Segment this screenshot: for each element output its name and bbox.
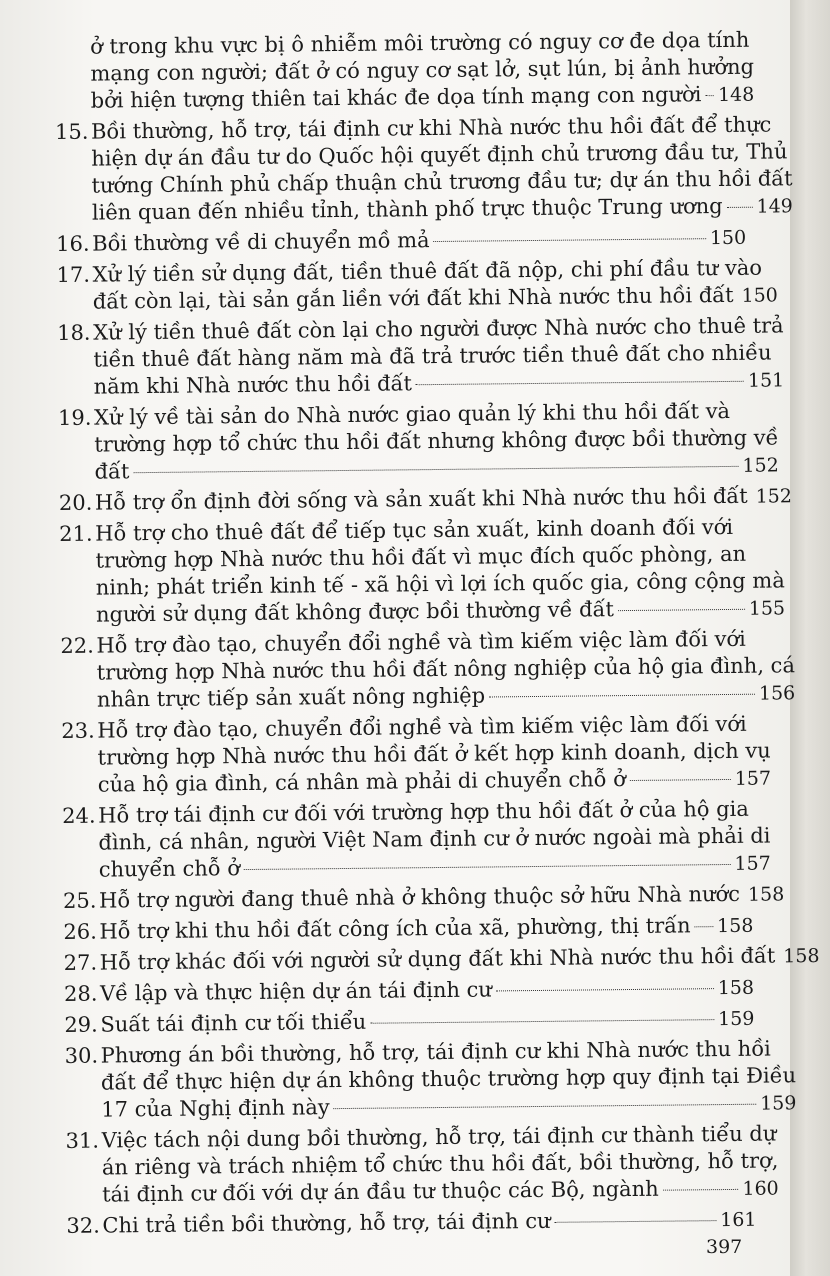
toc-entry-last-line — [91, 81, 755, 116]
toc-entry — [54, 112, 793, 228]
toc-entry-line: tiền thuê đất hàng năm mà đã trả trước tiền thuê đất cho nhiều — [93, 340, 772, 372]
toc-entry-line: Phương án bồi thường, hỗ trợ, tái định cư khi Nhà nước thu hồi — [100, 1036, 771, 1068]
toc-entries — [54, 112, 820, 1241]
toc-entry-line: Bồi thường về di chuyển mồ mả — [92, 228, 430, 256]
toc-entry-line: Xử lý tiền thuê đất còn lại cho người được Nhà nước cho thuê trả — [93, 313, 784, 345]
toc-page-number: 158 — [716, 914, 754, 938]
dot-leader — [695, 925, 714, 927]
dot-leader — [244, 863, 730, 870]
toc-entry-text — [95, 482, 792, 517]
toc-entry-last-line — [99, 912, 753, 947]
dot-leader — [434, 237, 706, 242]
toc-entry-number: 18. — [57, 320, 91, 345]
toc-entry-line: Xử lý về tài sản do Nhà nước giao quản lý khi thu hồi đất và — [93, 398, 731, 430]
toc-entry — [57, 313, 785, 402]
toc-entry-text — [90, 27, 754, 116]
toc-entry-line: đình, cá nhân, người Việt Nam định cư ở nước ngoài mà phải di — [98, 823, 771, 855]
toc-page-number: 158 — [717, 976, 755, 1000]
toc-page-number: 152 — [755, 485, 793, 508]
toc-entry-line: Xử lý tiền sử dụng đất, tiền thuê đất đã nộp, chi phí đầu tư vào — [92, 255, 763, 287]
toc-entry-line: trường hợp tổ chức thu hồi đất nhưng không được bồi thường về — [94, 425, 779, 457]
toc-entry-line: của hộ gia đình, cá nhân mà phải di chuyển chỗ ở — [97, 767, 627, 797]
toc-page-number: 160 — [742, 1177, 779, 1200]
toc-entry — [61, 711, 772, 800]
toc-entry — [63, 912, 753, 947]
toc-entry — [64, 974, 754, 1009]
toc-page-number: 157 — [734, 767, 772, 790]
toc-entry-line: Hỗ trợ tái định cư đối với trường hợp thu hồi đất ở của hộ gia — [98, 796, 749, 828]
toc-entry-last-line — [100, 974, 754, 1009]
toc-entry-number: 32. — [66, 1213, 101, 1238]
dot-leader — [705, 94, 714, 96]
dot-leader — [618, 608, 745, 611]
toc-entry-last-line — [96, 594, 785, 629]
toc-entry-line: ở trong khu vực bị ô nhiễm môi trường có nguy cơ đe dọa tính — [90, 27, 750, 59]
toc-entry-last-line — [98, 765, 771, 800]
toc-entry-line: Hỗ trợ khác đối với người sử dụng đất khi Nhà nước thu hồi đất — [99, 943, 776, 975]
toc-entry-line: ninh; phát triển kinh tế - xã hội vì lợi ích quốc gia, công cộng mà — [95, 568, 785, 600]
toc-entry-line: tướng Chính phủ chấp thuận chủ trương đầu tư; dự án thu hồi đất — [91, 166, 793, 198]
toc-entry-line: Chi trả tiền bồi thường, hỗ trợ, tái định cư — [102, 1208, 551, 1238]
toc-entry-last-line — [92, 192, 793, 227]
toc-entry-line: hiện dự án đầu tư do Quốc hội quyết định chủ trương đầu tư, Thủ — [91, 139, 788, 171]
toc-entry-line: đất — [94, 459, 130, 484]
table-of-contents — [54, 27, 820, 1244]
toc-entry-line: Suất tái định cư tối thiểu — [100, 1009, 367, 1037]
toc-entry-number: 16. — [56, 231, 90, 256]
toc-entry-number: 23. — [61, 718, 95, 743]
toc-entry-line: trường hợp Nhà nước thu hồi đất vì mục đích quốc phòng, an — [95, 541, 747, 573]
toc-entry-line: Hỗ trợ đào tạo, chuyển đổi nghề và tìm kiếm việc làm đối với — [97, 711, 747, 743]
toc-entry-last-line — [100, 942, 820, 978]
toc-page-number: 158 — [747, 883, 785, 906]
toc-entry-text — [95, 513, 785, 629]
toc-entry-number: 28. — [63, 981, 98, 1006]
toc-entry-line: Về lập và thực hiện dự án tái định cư — [99, 977, 493, 1006]
toc-entry-text — [97, 711, 771, 800]
toc-entry-text — [99, 912, 753, 947]
toc-entry-line: Bồi thường, hỗ trợ, tái định cư khi Nhà nước thu hồi đất để thực — [90, 112, 772, 144]
toc-entry-line: liên quan đến nhiều tỉnh, thành phố trực thuộc Trung ương — [91, 194, 723, 225]
toc-entry-line: Hỗ trợ cho thuê đất để tiếp tục sản xuất, kinh doanh đối với — [95, 514, 734, 546]
toc-entry-line: đất để thực hiện dự án không thuộc trường hợp quy định tại Điều — [100, 1063, 797, 1095]
toc-page-number: 150 — [709, 226, 747, 250]
toc-entry-text — [102, 1206, 756, 1241]
toc-entry-number: 21. — [59, 521, 93, 546]
folio-page-number: 397 — [706, 1236, 743, 1258]
dot-leader — [133, 465, 738, 473]
dot-leader — [663, 1188, 739, 1191]
toc-entry — [60, 626, 796, 715]
toc-entry-line: 17 của Nghị định này — [101, 1095, 330, 1122]
toc-entry-number: 20. — [58, 490, 93, 515]
toc-entry-number: 26. — [63, 919, 97, 944]
toc-entry — [59, 514, 786, 630]
dot-leader — [334, 1103, 756, 1109]
toc-entry-number: 25. — [62, 888, 97, 913]
toc-page-number: 157 — [734, 852, 771, 875]
toc-entry-last-line — [94, 366, 785, 401]
dot-leader — [555, 1219, 717, 1223]
toc-entry-text — [96, 625, 795, 714]
dot-leader — [630, 778, 731, 781]
dot-leader — [727, 206, 753, 208]
toc-entry-last-line — [93, 281, 778, 316]
toc-entry-text — [99, 880, 784, 915]
toc-entry-number: 31. — [65, 1128, 100, 1153]
toc-page-number: 156 — [758, 682, 796, 705]
toc-entry-number: 29. — [64, 1012, 98, 1037]
toc-entry-line: chuyển chỗ ở — [98, 856, 241, 882]
toc-entry-last-line — [102, 1174, 779, 1209]
toc-entry-line: mạng con người; đất ở có nguy cơ sạt lở, sụt lún, bị ảnh hưởng — [90, 54, 755, 86]
toc-entry-text — [91, 111, 793, 227]
toc-entry — [64, 1036, 797, 1125]
toc-entry-last-line — [99, 850, 771, 885]
toc-entry-line: trường hợp Nhà nước thu hồi đất nông nghiệp của hộ gia đình, cá — [96, 653, 796, 685]
toc-page-number: 152 — [742, 454, 779, 477]
toc-entry-number: 24. — [62, 803, 96, 828]
toc-entry-number: 27. — [63, 950, 98, 975]
toc-entry-line: Hỗ trợ đào tạo, chuyển đổi nghề và tìm kiếm việc làm đối với — [96, 626, 746, 658]
dot-leader — [489, 693, 755, 698]
toc-page-number: 159 — [760, 1092, 797, 1115]
toc-entry-line: Hỗ trợ người đang thuê nhà ở không thuộc sở hữu Nhà nước — [98, 881, 741, 913]
toc-entry-number: 17. — [56, 262, 91, 287]
toc-entry-text — [100, 942, 820, 978]
toc-entry-number: 30. — [64, 1043, 99, 1068]
toc-page-number: 148 — [717, 83, 755, 107]
toc-entry-line: người sử dụng đất không được bồi thường về đất — [95, 597, 614, 627]
toc-entry-line: Hỗ trợ khi thu hồi đất công ích của xã, phường, thị trấn — [99, 913, 691, 944]
toc-entry-line: nhân trực tiếp sản xuất nông nghiệp — [96, 683, 486, 712]
toc-entry-text — [92, 224, 746, 259]
toc-page-number: 158 — [783, 945, 820, 968]
toc-entry — [58, 483, 793, 518]
toc-entry-number — [54, 34, 87, 116]
toc-entry-continuation — [54, 27, 755, 116]
toc-entry-last-line — [97, 679, 796, 714]
toc-entry-text — [100, 1005, 754, 1040]
toc-entry-line: Việc tách nội dung bồi thường, hỗ trợ, tái định cư thành tiểu dự — [101, 1121, 777, 1153]
toc-entry-number: 22. — [60, 633, 94, 658]
toc-entry-line: tái định cư đối với dự án đầu tư thuộc các Bộ, ngành — [102, 1176, 659, 1207]
toc-entry-line: án riêng và trách nhiệm tổ chức thu hồi đất, bồi thường, hỗ trợ, — [101, 1148, 779, 1180]
toc-entry — [62, 796, 771, 885]
toc-entry-last-line — [101, 1089, 796, 1124]
toc-entry — [66, 1206, 756, 1241]
toc-entry — [63, 943, 820, 978]
toc-page-number: 161 — [720, 1208, 757, 1232]
toc-entry-text — [98, 796, 771, 885]
toc-entry-line: bởi hiện tượng thiên tai khác đe dọa tính mạng con người — [90, 82, 702, 113]
toc-entry-text — [93, 312, 784, 401]
toc-entry — [65, 1121, 779, 1210]
toc-entry — [64, 1005, 754, 1040]
toc-page-number: 155 — [748, 597, 786, 620]
toc-entry-number: 19. — [57, 405, 92, 430]
toc-entry-text — [101, 1035, 797, 1124]
dot-leader — [370, 1018, 714, 1024]
toc-entry-line: trường hợp Nhà nước thu hồi đất ở kết hợp kinh doanh, dịch vụ — [97, 738, 771, 770]
toc-entry-last-line — [100, 1005, 754, 1040]
toc-entry-text — [94, 397, 779, 486]
dot-leader — [496, 987, 714, 991]
toc-entry-number: 15. — [54, 119, 89, 144]
toc-entry — [56, 255, 778, 317]
toc-entry-line: năm khi Nhà nước thu hồi đất — [93, 371, 412, 399]
dot-leader — [416, 380, 744, 385]
toc-entry-text — [100, 974, 754, 1009]
toc-entry-text — [101, 1120, 778, 1209]
toc-entry-text — [92, 254, 778, 316]
toc-page-number: 151 — [747, 369, 785, 392]
toc-entry — [62, 881, 785, 916]
toc-entry-line: đất còn lại, tài sản gắn liền với đất khi Nhà nước thu hồi đất — [92, 282, 734, 314]
toc-entry-line: Hỗ trợ ổn định đời sống và sản xuất khi Nhà nước thu hồi đất — [94, 483, 748, 515]
toc-page-number: 159 — [717, 1007, 755, 1031]
toc-entry-last-line — [102, 1206, 756, 1241]
toc-page-number: 150 — [741, 284, 778, 307]
toc-page-number: 149 — [756, 195, 793, 218]
toc-entry-last-line — [99, 880, 784, 915]
toc-entry — [57, 398, 779, 487]
toc-entry — [56, 224, 746, 259]
toc-entry-last-line — [95, 482, 792, 517]
toc-entry-last-line — [92, 224, 746, 259]
